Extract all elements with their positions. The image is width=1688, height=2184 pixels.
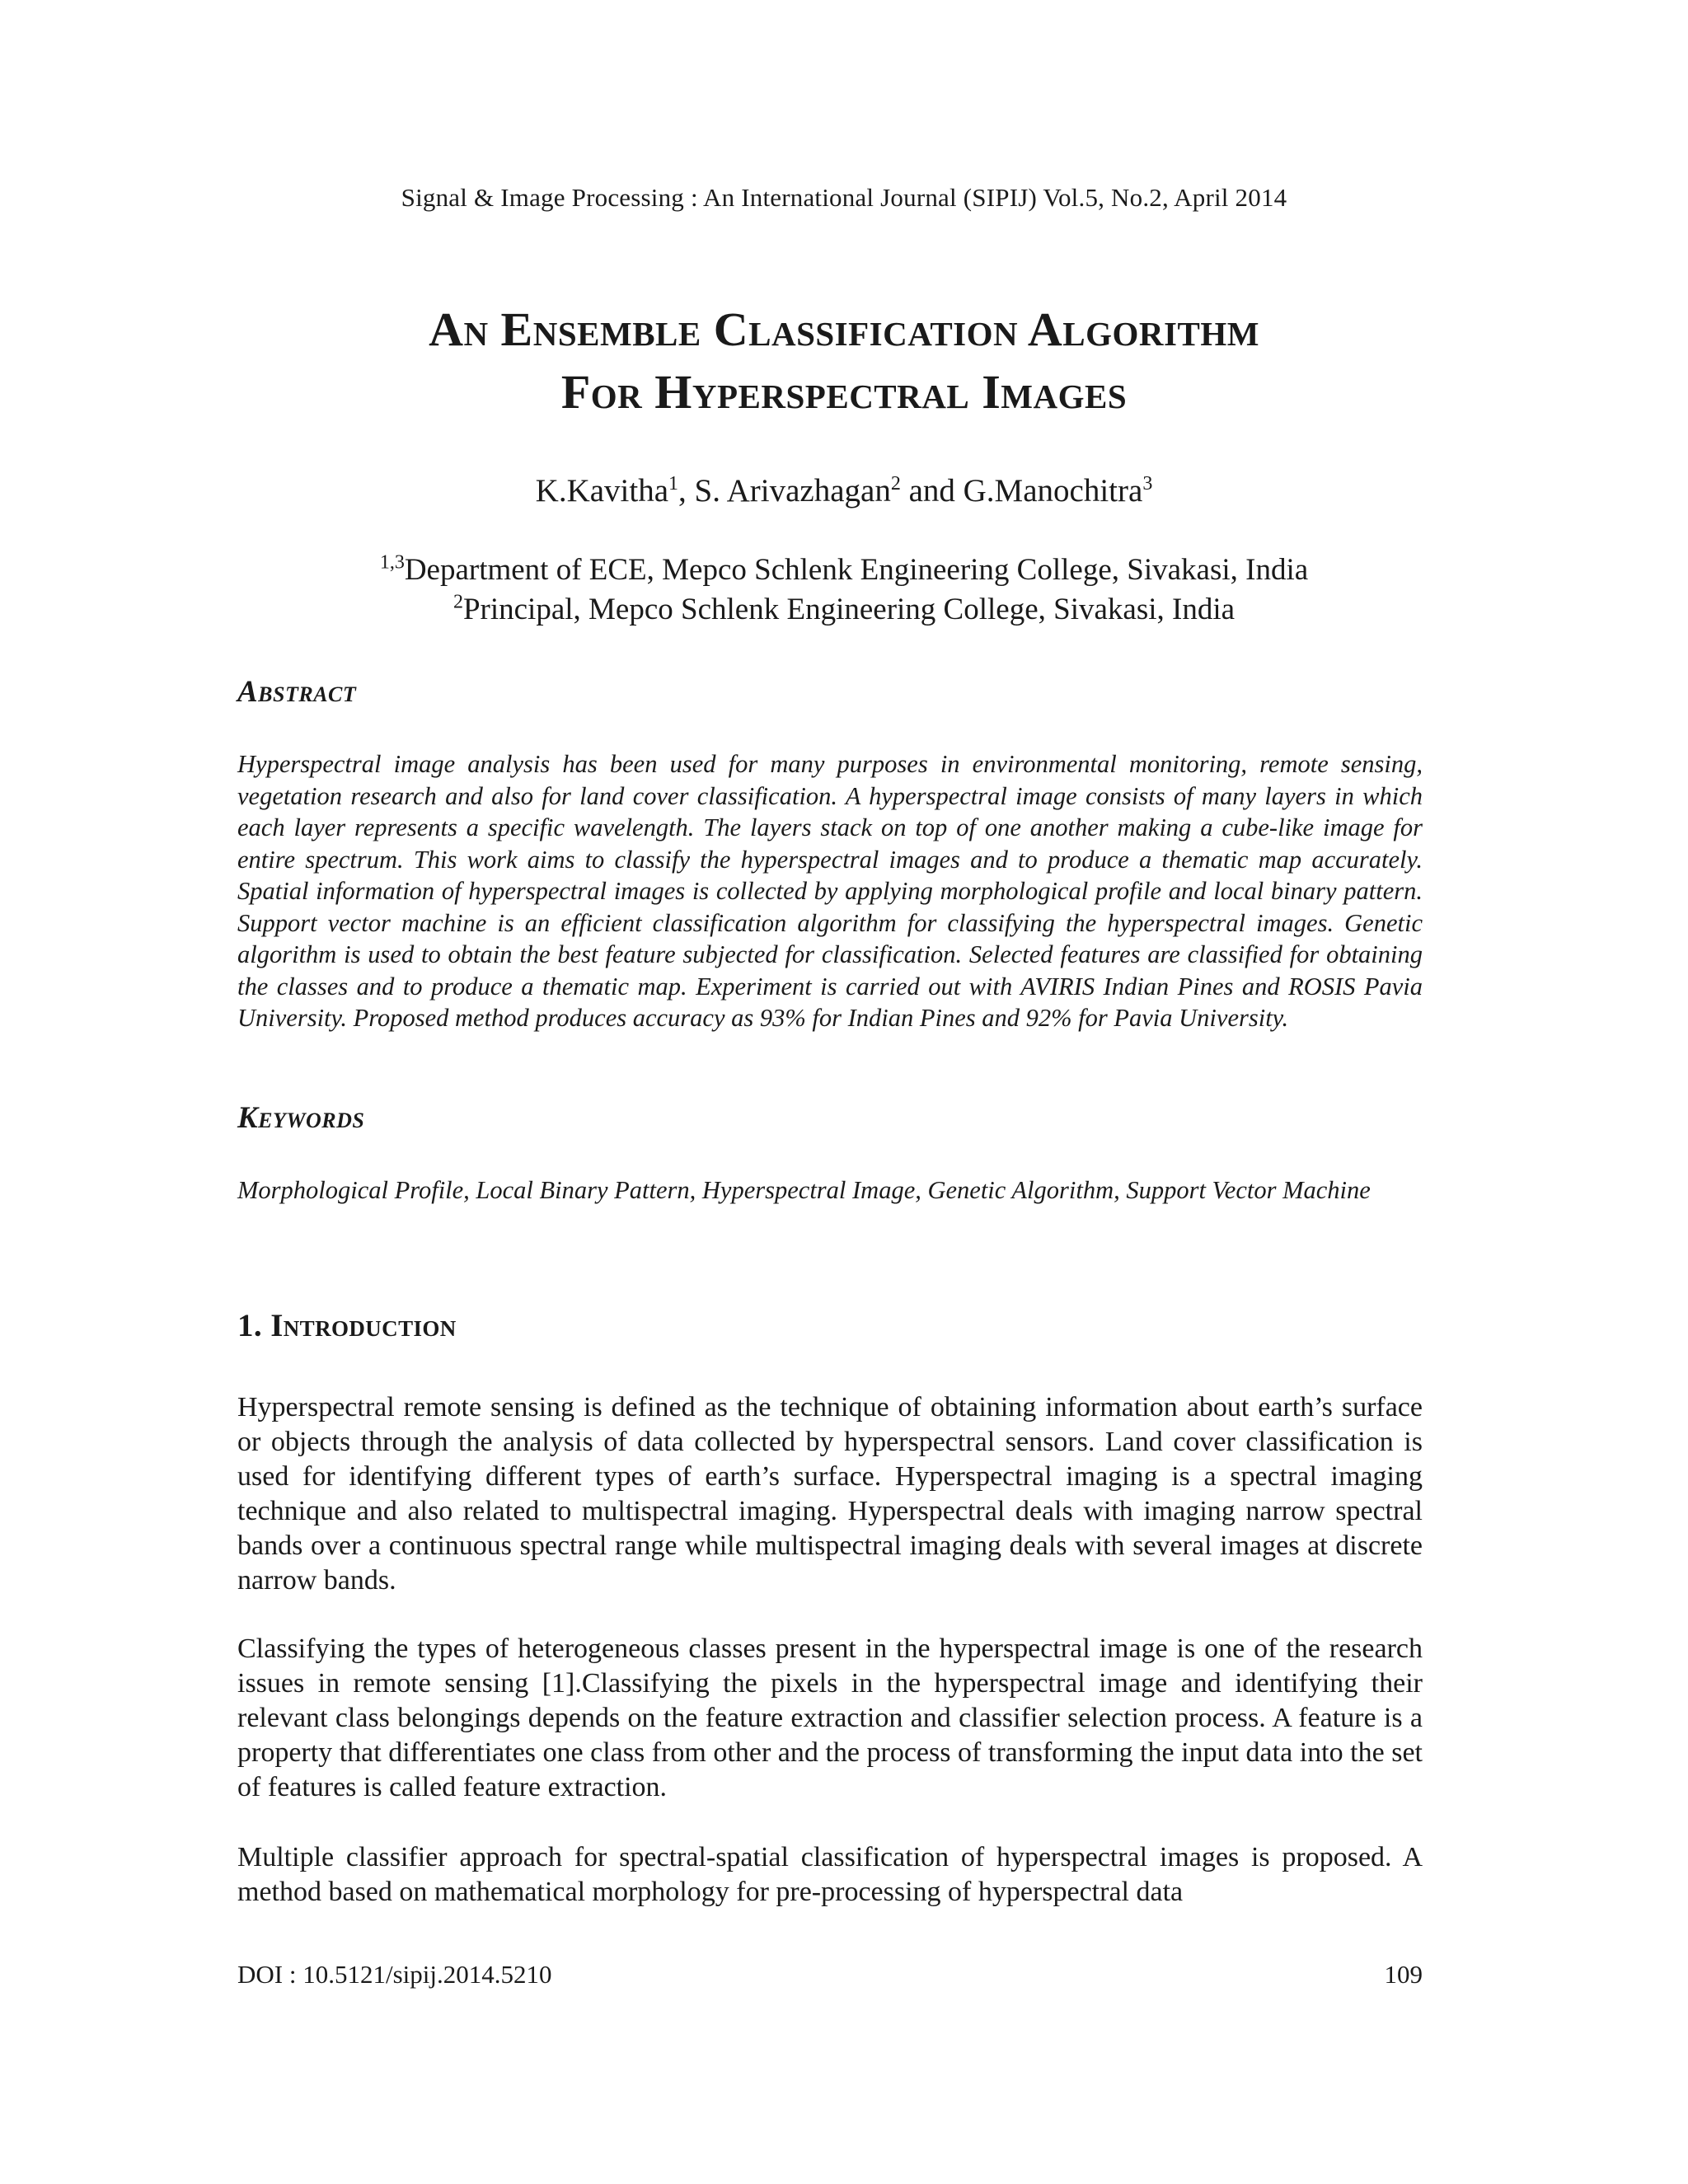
affiliation-text: Principal, Mepco Schlenk Engineering College, Sivakasi, India — [462, 593, 1236, 626]
author-name: S. Arivazhagan — [694, 473, 891, 509]
author-name: G.Manochitra — [963, 473, 1143, 509]
author-superscript: 2 — [890, 473, 901, 494]
intro-paragraph-2: Classifying the types of heterogeneous classes present in the hyperspectral image is one of the research issues in remote sensing [1].Classifying the pixels in the hyperspectral image and identifying their relevant class belongings depends on the feature extraction and classifier selection process. A feature is a property that differentiates one class from other and the process of transforming the input data into the set of features is called feature extraction. — [237, 1633, 1423, 1802]
affiliation-line — [0, 551, 1688, 590]
affiliation-superscript: 2 — [452, 591, 463, 613]
paper-title — [0, 298, 1688, 424]
intro-paragraph-1: Hyperspectral remote sensing is defined as the technique of obtaining information about earth’s surface or objects through the analysis of data collected by hyperspectral sensors. Land cover classification is used for identifying different types of earth’s surface. Hyperspectral imaging is a spectral imaging technique and also related to multispectral imaging. Hyperspectral deals with imaging narrow spectral bands over a continuous spectral range while multispectral imaging deals with several images at discrete narrow bands. — [237, 1392, 1423, 1596]
affiliation-text: Department of ECE, Mepco Schlenk Engineering College, Sivakasi, India — [404, 553, 1309, 587]
keywords-heading: Keywords — [237, 1101, 365, 1135]
footer-doi: DOI : 10.5121/sipij.2014.5210 — [237, 1960, 552, 1989]
author-separator: , — [678, 473, 695, 509]
author-separator: and — [900, 473, 964, 509]
keywords-text: Morphological Profile, Local Binary Pattern, Hyperspectral Image, Genetic Algorithm, Support Vector Machine — [237, 1176, 1371, 1204]
title-line-1: An Ensemble Classification Algorithm — [429, 302, 1259, 356]
author-name: K.Kavitha — [535, 473, 669, 509]
author-list — [0, 472, 1688, 509]
affiliations — [0, 551, 1688, 630]
affiliation-line — [0, 590, 1688, 630]
author-superscript: 1 — [668, 473, 679, 494]
affiliation-superscript: 1,3 — [379, 551, 405, 574]
title-line-2: For Hyperspectral Images — [560, 365, 1128, 419]
footer-page-number: 109 — [1384, 1960, 1423, 1989]
intro-paragraph-3: Multiple classifier approach for spectral-spatial classification of hyperspectral images is proposed. A method based on mathematical morphology for pre-processing of hyperspectral data — [237, 1842, 1423, 1907]
section-heading-introduction: 1. Introduction — [237, 1308, 457, 1343]
abstract-heading: Abstract — [237, 675, 357, 709]
running-header: Signal & Image Processing : An International Journal (SIPIJ) Vol.5, No.2, April 2014 — [401, 183, 1287, 212]
author-superscript: 3 — [1142, 473, 1153, 494]
abstract-text: Hyperspectral image analysis has been used for many purposes in environmental monitoring, remote sensing, vegetation research and also for land cover classification. A hyperspectral image consists of many layers in which each layer represents a specific wavelength. The layers stack on top of one another making a cube-like image for entire spectrum. This work aims to classify the hyperspectral images and to produce a thematic map accurately. Spatial information of hyperspectral images is collected by applying morphological profile and local binary pattern. Support vector machine is an efficient classification algorithm for classifying the hyperspectral images. Genetic algorithm is used to obtain the best feature subjected for classification. Selected features are classified for obtaining the classes and to produce a thematic map. Experiment is carried out with AVIRIS Indian Pines and ROSIS Pavia University. Proposed method produces accuracy as 93% for Indian Pines and 92% for Pavia University. — [237, 750, 1423, 1032]
